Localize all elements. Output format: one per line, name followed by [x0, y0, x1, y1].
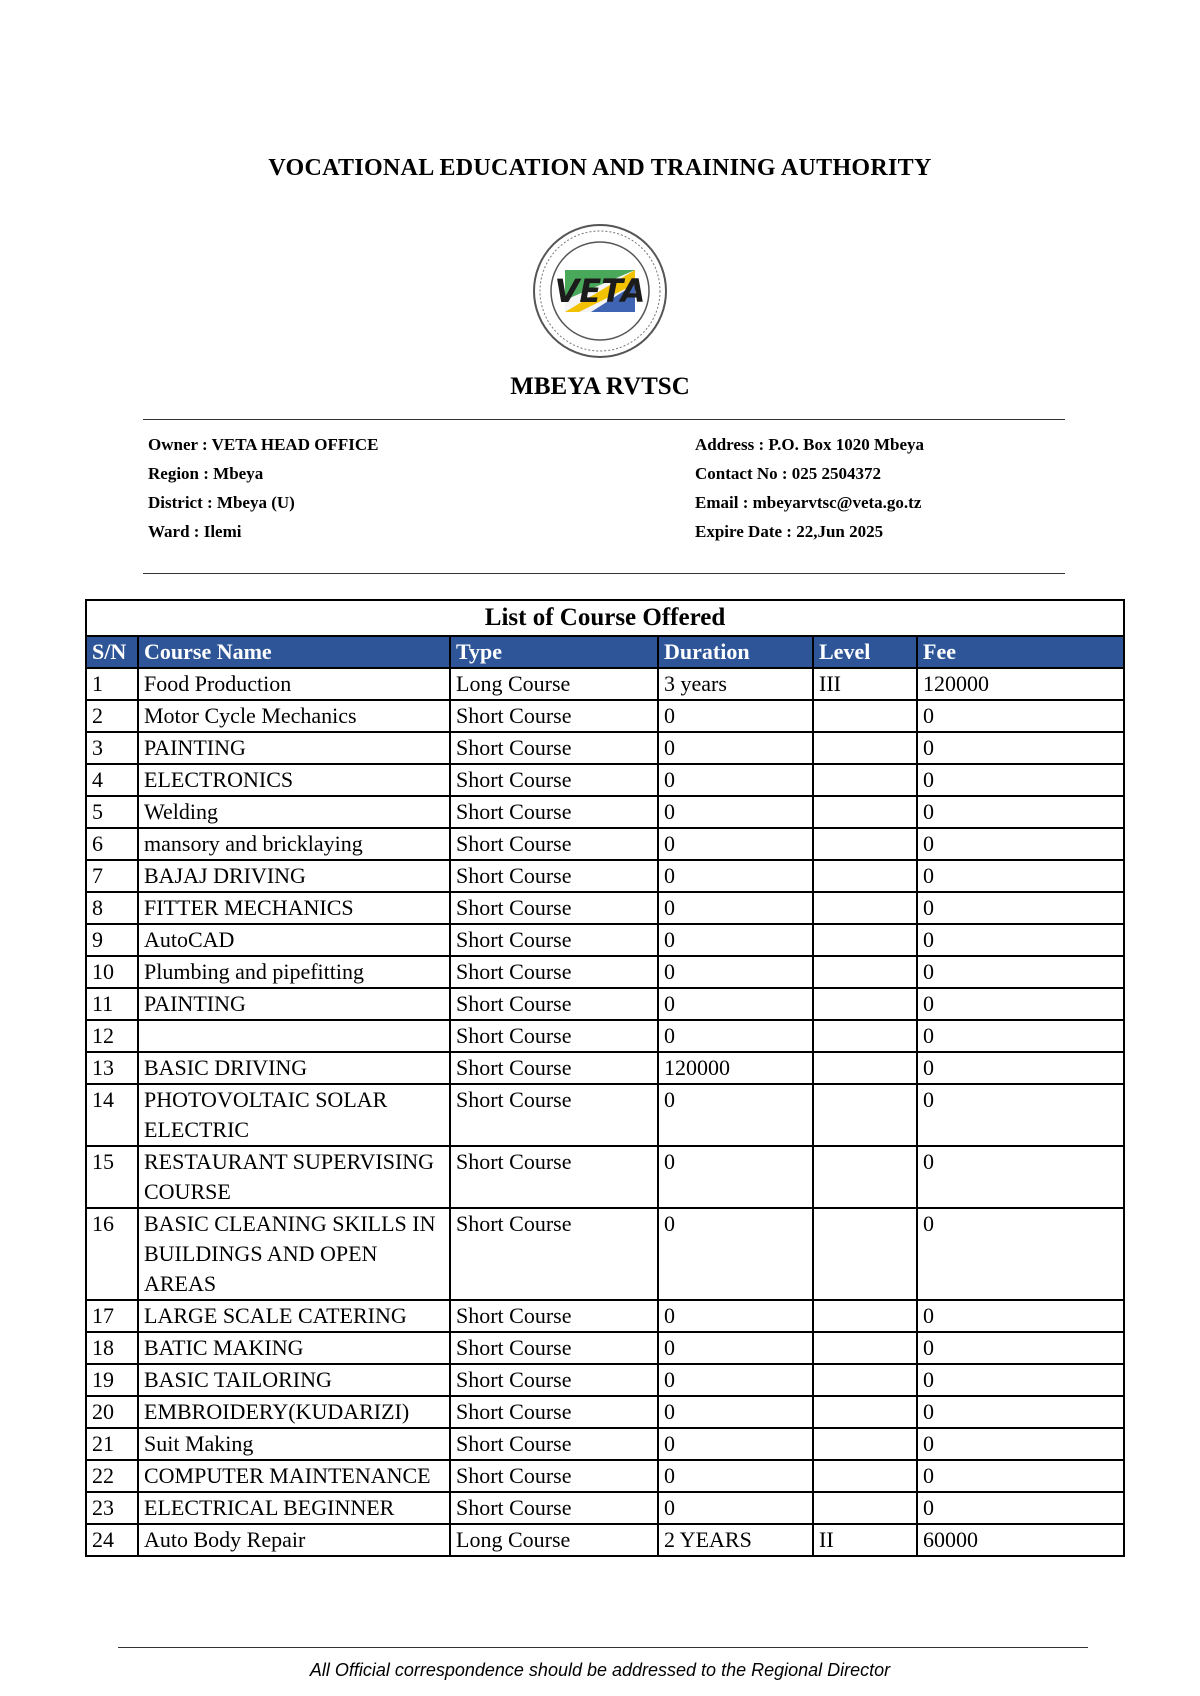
table-cell: 2 YEARS [658, 1524, 813, 1556]
table-row [86, 1332, 1124, 1364]
table-cell: 0 [917, 1146, 1124, 1208]
table-cell: 4 [86, 764, 138, 796]
table-cell: 18 [86, 1332, 138, 1364]
table-cell: 0 [658, 764, 813, 796]
logo-text: VETA [554, 272, 646, 310]
table-cell: BAJAJ DRIVING [138, 860, 450, 892]
column-header: S/N [86, 636, 138, 668]
table-row [86, 956, 1124, 988]
table-cell: Suit Making [138, 1428, 450, 1460]
table-row [86, 1052, 1124, 1084]
table-cell: 0 [658, 1332, 813, 1364]
table-cell: Short Course [450, 1332, 658, 1364]
table-cell: BATIC MAKING [138, 1332, 450, 1364]
table-cell: 0 [917, 1460, 1124, 1492]
table-cell: PHOTOVOLTAIC SOLAR ELECTRIC [138, 1084, 450, 1146]
table-cell: Short Course [450, 860, 658, 892]
bottom-divider [143, 573, 1065, 574]
table-row [86, 732, 1124, 764]
top-divider [143, 419, 1065, 420]
table-row [86, 860, 1124, 892]
table-cell: Auto Body Repair [138, 1524, 450, 1556]
table-cell: 11 [86, 988, 138, 1020]
table-cell: Long Course [450, 668, 658, 700]
table-cell: Short Course [450, 988, 658, 1020]
table-row [86, 1020, 1124, 1052]
table-cell: 16 [86, 1208, 138, 1300]
contact-field: Contact No : 025 2504372 [695, 464, 882, 483]
table-cell [813, 1332, 917, 1364]
table-cell: 0 [917, 764, 1124, 796]
table-cell [813, 1146, 917, 1208]
table-row [86, 1460, 1124, 1492]
table-cell: EMBROIDERY(KUDARIZI) [138, 1396, 450, 1428]
table-cell: 0 [917, 956, 1124, 988]
table-cell: COMPUTER MAINTENANCE [138, 1460, 450, 1492]
table-cell: 0 [658, 1146, 813, 1208]
table-row [86, 1396, 1124, 1428]
table-row [86, 988, 1124, 1020]
table-cell: 6 [86, 828, 138, 860]
table-cell: 10 [86, 956, 138, 988]
table-cell: BASIC DRIVING [138, 1052, 450, 1084]
table-cell: 0 [917, 732, 1124, 764]
table-cell [813, 988, 917, 1020]
table-header-row [86, 636, 1124, 668]
table-cell [813, 796, 917, 828]
email-field: Email : mbeyarvtsc@veta.go.tz [695, 493, 922, 512]
table-cell: Short Course [450, 892, 658, 924]
table-cell: mansory and bricklaying [138, 828, 450, 860]
table-cell: 0 [658, 732, 813, 764]
expire-date-field: Expire Date : 22,Jun 2025 [695, 522, 884, 541]
table-cell: ELECTRICAL BEGINNER [138, 1492, 450, 1524]
table-cell: 0 [917, 1364, 1124, 1396]
table-cell: LARGE SCALE CATERING [138, 1300, 450, 1332]
table-cell: Short Course [450, 1052, 658, 1084]
info-left-column [148, 430, 378, 546]
table-cell: II [813, 1524, 917, 1556]
table-row [86, 1364, 1124, 1396]
veta-seal-logo [531, 222, 669, 360]
table-cell [813, 700, 917, 732]
table-cell: 0 [917, 860, 1124, 892]
table-cell: 0 [917, 924, 1124, 956]
table-cell: 0 [917, 892, 1124, 924]
authority-title: VOCATIONAL EDUCATION AND TRAINING AUTHORITY [268, 155, 932, 181]
table-cell: Plumbing and pipefitting [138, 956, 450, 988]
table-cell: 0 [917, 1084, 1124, 1146]
column-header: Level [813, 636, 917, 668]
table-cell: Short Course [450, 1300, 658, 1332]
table-cell: 0 [917, 1052, 1124, 1084]
table-cell: 0 [658, 828, 813, 860]
table-cell [813, 1208, 917, 1300]
table-cell: Short Course [450, 956, 658, 988]
table-cell: PAINTING [138, 988, 450, 1020]
table-cell: Short Course [450, 1428, 658, 1460]
table-cell: Short Course [450, 1084, 658, 1146]
table-cell: Short Course [450, 1146, 658, 1208]
table-cell [813, 956, 917, 988]
table-cell: 15 [86, 1146, 138, 1208]
table-cell: 7 [86, 860, 138, 892]
table-row [86, 668, 1124, 700]
region-field: Region : Mbeya [148, 464, 264, 483]
table-cell: 0 [917, 1428, 1124, 1460]
table-cell: 0 [658, 988, 813, 1020]
table-cell [813, 860, 917, 892]
table-cell [813, 1052, 917, 1084]
column-header: Duration [658, 636, 813, 668]
table-cell: 0 [917, 1332, 1124, 1364]
table-cell: 0 [658, 1364, 813, 1396]
table-cell: 0 [658, 1460, 813, 1492]
table-cell: 0 [917, 1020, 1124, 1052]
table-cell: PAINTING [138, 732, 450, 764]
table-cell: Short Course [450, 796, 658, 828]
table-row [86, 892, 1124, 924]
table-cell: RESTAURANT SUPERVISING COURSE [138, 1146, 450, 1208]
table-row [86, 1084, 1124, 1146]
table-cell: Short Course [450, 700, 658, 732]
course-table [85, 599, 1125, 1557]
table-cell: 0 [658, 924, 813, 956]
table-cell [813, 1460, 917, 1492]
table-cell: Short Course [450, 1492, 658, 1524]
table-cell: 0 [917, 828, 1124, 860]
table-cell: Welding [138, 796, 450, 828]
table-cell [813, 732, 917, 764]
table-cell: 3 years [658, 668, 813, 700]
table-row [86, 1300, 1124, 1332]
table-cell: 1 [86, 668, 138, 700]
table-cell: 0 [658, 860, 813, 892]
table-row [86, 1208, 1124, 1300]
table-cell: 5 [86, 796, 138, 828]
table-cell: 23 [86, 1492, 138, 1524]
table-cell: 12 [86, 1020, 138, 1052]
district-field: District : Mbeya (U) [148, 493, 295, 512]
table-cell: 0 [658, 1492, 813, 1524]
table-cell: Long Course [450, 1524, 658, 1556]
table-cell: 13 [86, 1052, 138, 1084]
ward-field: Ward : Ilemi [148, 522, 242, 541]
table-cell [813, 924, 917, 956]
table-cell: 0 [658, 1396, 813, 1428]
table-cell: AutoCAD [138, 924, 450, 956]
table-cell [813, 1428, 917, 1460]
column-header: Type [450, 636, 658, 668]
table-cell: 0 [658, 892, 813, 924]
table-cell: Short Course [450, 1364, 658, 1396]
table-row [86, 1146, 1124, 1208]
column-header: Course Name [138, 636, 450, 668]
table-cell: 20 [86, 1396, 138, 1428]
table-cell: Short Course [450, 828, 658, 860]
address-field: Address : P.O. Box 1020 Mbeya [695, 435, 925, 454]
table-cell [813, 828, 917, 860]
table-cell: 21 [86, 1428, 138, 1460]
table-cell: 0 [917, 988, 1124, 1020]
table-row [86, 700, 1124, 732]
table-cell: 0 [917, 796, 1124, 828]
table-cell: 14 [86, 1084, 138, 1146]
table-cell: 17 [86, 1300, 138, 1332]
table-cell: Short Course [450, 1208, 658, 1300]
table-cell: 0 [658, 1084, 813, 1146]
table-cell: Motor Cycle Mechanics [138, 700, 450, 732]
table-cell: 0 [917, 1208, 1124, 1300]
table-body [86, 668, 1124, 1556]
table-cell [813, 892, 917, 924]
table-cell: BASIC TAILORING [138, 1364, 450, 1396]
table-cell: Short Course [450, 1396, 658, 1428]
footer-note: All Official correspondence should be addressed to the Regional Director [309, 1660, 891, 1680]
table-cell: 3 [86, 732, 138, 764]
table-cell: 60000 [917, 1524, 1124, 1556]
center-name: MBEYA RVTSC [510, 373, 690, 400]
table-cell: Food Production [138, 668, 450, 700]
table-cell: 0 [917, 1300, 1124, 1332]
table-cell: Short Course [450, 732, 658, 764]
table-cell: 0 [917, 700, 1124, 732]
table-cell: 0 [917, 1492, 1124, 1524]
table-row [86, 1524, 1124, 1556]
table-cell: FITTER MECHANICS [138, 892, 450, 924]
table-cell: 0 [658, 1428, 813, 1460]
table-cell: 120000 [917, 668, 1124, 700]
table-cell: 0 [658, 1020, 813, 1052]
table-row [86, 1428, 1124, 1460]
table-cell: 0 [658, 1300, 813, 1332]
table-cell [813, 764, 917, 796]
table-cell: Short Course [450, 764, 658, 796]
table-title: List of Course Offered [86, 600, 1124, 636]
table-cell: III [813, 668, 917, 700]
table-cell: 0 [658, 1208, 813, 1300]
table-row [86, 924, 1124, 956]
table-cell [813, 1492, 917, 1524]
table-cell: ELECTRONICS [138, 764, 450, 796]
table-cell: 0 [658, 700, 813, 732]
table-cell: Short Course [450, 1460, 658, 1492]
owner-field: Owner : VETA HEAD OFFICE [148, 435, 379, 454]
footer-divider [118, 1647, 1088, 1648]
table-cell: Short Course [450, 924, 658, 956]
table-cell: 24 [86, 1524, 138, 1556]
table-cell: 0 [658, 796, 813, 828]
table-cell: 19 [86, 1364, 138, 1396]
table-cell: 8 [86, 892, 138, 924]
column-header: Fee [917, 636, 1124, 668]
table-cell [813, 1300, 917, 1332]
table-row [86, 1492, 1124, 1524]
table-cell: 2 [86, 700, 138, 732]
table-cell: 9 [86, 924, 138, 956]
table-row [86, 796, 1124, 828]
table-cell [813, 1396, 917, 1428]
table-cell [813, 1020, 917, 1052]
table-cell [813, 1084, 917, 1146]
table-cell: Short Course [450, 1020, 658, 1052]
table-cell: 0 [658, 956, 813, 988]
table-cell: 0 [917, 1396, 1124, 1428]
table-cell: 22 [86, 1460, 138, 1492]
table-cell [138, 1020, 450, 1052]
table-cell: BASIC CLEANING SKILLS IN BUILDINGS AND OPEN AREAS [138, 1208, 450, 1300]
table-row [86, 828, 1124, 860]
info-right-column [695, 430, 924, 546]
table-cell [813, 1364, 917, 1396]
table-row [86, 764, 1124, 796]
table-cell: 120000 [658, 1052, 813, 1084]
